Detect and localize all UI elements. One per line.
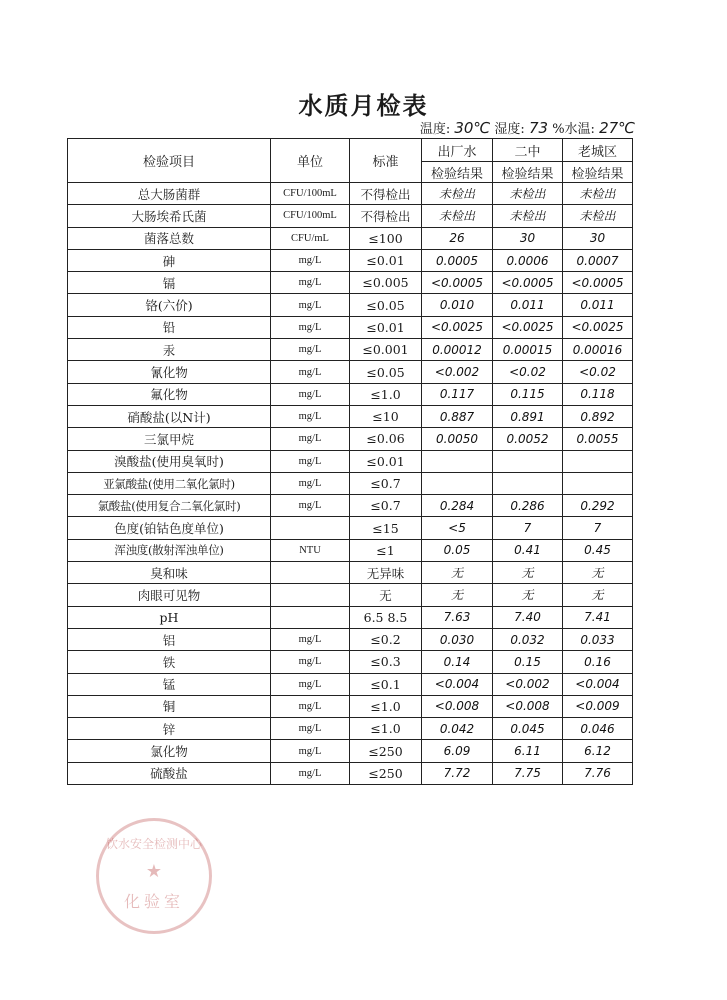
row-item: 总大肠菌群 — [68, 183, 271, 205]
row-result-old-town: <0.009 — [563, 695, 633, 717]
header-item: 检验项目 — [68, 139, 271, 183]
humidity-value: 73 — [528, 119, 549, 137]
header-result: 检验结果 — [422, 162, 493, 183]
table-row — [68, 562, 633, 584]
row-item: 汞 — [68, 339, 271, 361]
table-row — [68, 294, 633, 316]
row-item: 菌落总数 — [68, 227, 271, 249]
row-result-erzhong: <0.002 — [493, 673, 563, 695]
table-row — [68, 316, 633, 338]
row-result-old-town: 6.12 — [563, 740, 633, 762]
row-unit: mg/L — [271, 383, 350, 405]
row-result-erzhong: 0.15 — [493, 651, 563, 673]
row-result-factory-water: 未检出 — [422, 183, 493, 205]
row-result-erzhong: 6.11 — [493, 740, 563, 762]
row-result-erzhong: 7 — [493, 517, 563, 539]
row-result-factory-water: 6.09 — [422, 740, 493, 762]
row-unit: mg/L — [271, 249, 350, 271]
row-result-factory-water: <0.008 — [422, 695, 493, 717]
row-result-old-town: 7 — [563, 517, 633, 539]
row-item: 三氯甲烷 — [68, 428, 271, 450]
row-standard: ≤0.2 — [350, 628, 422, 650]
table-row — [68, 450, 633, 472]
row-standard: ≤0.01 — [350, 316, 422, 338]
row-result-erzhong: 7.75 — [493, 762, 563, 784]
row-result-factory-water: 0.042 — [422, 718, 493, 740]
stamp-arc-text: 饮水安全检测中心 — [105, 837, 202, 851]
row-result-factory-water: 0.887 — [422, 405, 493, 427]
row-item: 铅 — [68, 316, 271, 338]
humidity-label: 湿度: — [494, 122, 525, 137]
row-unit: mg/L — [271, 361, 350, 383]
row-result-erzhong: 0.286 — [493, 495, 563, 517]
stamp-bottom-text: 化验室 — [123, 892, 184, 911]
row-result-old-town — [563, 450, 633, 472]
row-result-erzhong: 0.00015 — [493, 339, 563, 361]
row-unit: mg/L — [271, 673, 350, 695]
row-standard: ≤250 — [350, 762, 422, 784]
row-standard: ≤1.0 — [350, 695, 422, 717]
row-unit: CFU/100mL — [271, 205, 350, 227]
row-result-old-town: 未检出 — [563, 205, 633, 227]
row-unit: mg/L — [271, 272, 350, 294]
table-row — [68, 673, 633, 695]
table-row — [68, 405, 633, 427]
row-result-factory-water: <0.004 — [422, 673, 493, 695]
water-quality-table — [67, 138, 633, 785]
row-result-old-town: 0.892 — [563, 405, 633, 427]
row-standard: 6.5 8.5 — [350, 606, 422, 628]
row-unit: CFU/100mL — [271, 183, 350, 205]
row-result-erzhong: 0.115 — [493, 383, 563, 405]
row-result-factory-water: <0.0025 — [422, 316, 493, 338]
row-unit: mg/L — [271, 718, 350, 740]
row-result-old-town: 未检出 — [563, 183, 633, 205]
row-result-factory-water: 0.010 — [422, 294, 493, 316]
table-row — [68, 495, 633, 517]
row-result-old-town: 7.41 — [563, 606, 633, 628]
row-result-erzhong: 0.045 — [493, 718, 563, 740]
row-standard: ≤0.01 — [350, 450, 422, 472]
row-result-erzhong: <0.0025 — [493, 316, 563, 338]
row-standard: ≤0.7 — [350, 495, 422, 517]
row-standard: ≤1.0 — [350, 718, 422, 740]
row-standard: ≤0.05 — [350, 294, 422, 316]
row-standard: ≤0.3 — [350, 651, 422, 673]
water-temperature-label: %水温: — [552, 122, 595, 137]
row-result-erzhong: 无 — [493, 562, 563, 584]
row-standard: 无 — [350, 584, 422, 606]
row-unit — [271, 517, 350, 539]
row-unit: mg/L — [271, 628, 350, 650]
table-row — [68, 428, 633, 450]
row-result-erzhong: 未检出 — [493, 183, 563, 205]
row-unit: mg/L — [271, 472, 350, 494]
header-group-old-town: 老城区 — [563, 139, 633, 162]
row-result-factory-water: 26 — [422, 227, 493, 249]
row-item: 肉眼可见物 — [68, 584, 271, 606]
row-result-factory-water: <5 — [422, 517, 493, 539]
row-item: pH — [68, 606, 271, 628]
row-item: 硫酸盐 — [68, 762, 271, 784]
row-unit: mg/L — [271, 316, 350, 338]
row-result-old-town: 0.292 — [563, 495, 633, 517]
row-result-factory-water — [422, 450, 493, 472]
row-item: 锌 — [68, 718, 271, 740]
row-item: 锰 — [68, 673, 271, 695]
row-item: 色度(铂钴色度单位) — [68, 517, 271, 539]
table-row — [68, 718, 633, 740]
row-item: 镉 — [68, 272, 271, 294]
row-result-old-town: <0.02 — [563, 361, 633, 383]
row-standard: ≤0.005 — [350, 272, 422, 294]
table-row — [68, 272, 633, 294]
row-unit: CFU/mL — [271, 227, 350, 249]
row-item: 氟化物 — [68, 383, 271, 405]
row-result-erzhong: 0.032 — [493, 628, 563, 650]
header-standard: 标准 — [350, 139, 422, 183]
row-standard: ≤0.1 — [350, 673, 422, 695]
row-unit: mg/L — [271, 428, 350, 450]
row-result-factory-water: 未检出 — [422, 205, 493, 227]
row-standard: ≤10 — [350, 405, 422, 427]
row-item: 臭和味 — [68, 562, 271, 584]
row-item: 氰化物 — [68, 361, 271, 383]
row-result-factory-water: 无 — [422, 584, 493, 606]
row-result-erzhong: 30 — [493, 227, 563, 249]
row-result-erzhong: <0.0005 — [493, 272, 563, 294]
table-row — [68, 695, 633, 717]
test-conditions — [420, 118, 635, 137]
row-result-old-town: 0.118 — [563, 383, 633, 405]
row-item: 砷 — [68, 249, 271, 271]
row-standard: ≤0.06 — [350, 428, 422, 450]
row-result-old-town: 0.16 — [563, 651, 633, 673]
table-row — [68, 584, 633, 606]
row-result-old-town: <0.0005 — [563, 272, 633, 294]
row-unit: mg/L — [271, 339, 350, 361]
table-row — [68, 517, 633, 539]
row-result-factory-water: 0.00012 — [422, 339, 493, 361]
table-row — [68, 740, 633, 762]
row-item: 大肠埃希氏菌 — [68, 205, 271, 227]
row-result-factory-water: <0.0005 — [422, 272, 493, 294]
row-item: 铬(六价) — [68, 294, 271, 316]
table-row — [68, 628, 633, 650]
row-result-old-town: 0.046 — [563, 718, 633, 740]
header-group-factory-water: 出厂水 — [422, 139, 493, 162]
row-unit: mg/L — [271, 762, 350, 784]
header-result: 检验结果 — [493, 162, 563, 183]
row-item: 铁 — [68, 651, 271, 673]
row-result-old-town — [563, 472, 633, 494]
table-row — [68, 361, 633, 383]
row-result-factory-water: <0.002 — [422, 361, 493, 383]
row-standard: ≤15 — [350, 517, 422, 539]
row-standard: 不得检出 — [350, 183, 422, 205]
header-group-erzhong: 二中 — [493, 139, 563, 162]
row-item: 氯化物 — [68, 740, 271, 762]
star-icon: ★ — [145, 861, 163, 882]
row-result-old-town: 0.0055 — [563, 428, 633, 450]
row-result-factory-water: 7.72 — [422, 762, 493, 784]
row-result-old-town: 无 — [563, 584, 633, 606]
row-item: 硝酸盐(以N计) — [68, 405, 271, 427]
temperature-label: 温度: — [419, 122, 451, 137]
row-result-factory-water: 0.117 — [422, 383, 493, 405]
row-item: 铜 — [68, 695, 271, 717]
header-result: 检验结果 — [563, 162, 633, 183]
row-result-old-town: 0.45 — [563, 539, 633, 561]
row-result-erzhong: <0.008 — [493, 695, 563, 717]
row-item: 亚氯酸盐(使用二氧化氯时) — [68, 472, 271, 494]
row-result-factory-water: 0.0005 — [422, 249, 493, 271]
row-result-erzhong: 0.891 — [493, 405, 563, 427]
row-unit: mg/L — [271, 405, 350, 427]
row-unit: mg/L — [271, 294, 350, 316]
row-result-old-town: 30 — [563, 227, 633, 249]
table-row — [68, 205, 633, 227]
table-row — [68, 227, 633, 249]
row-standard: ≤0.01 — [350, 249, 422, 271]
row-unit: mg/L — [271, 450, 350, 472]
row-result-old-town: <0.004 — [563, 673, 633, 695]
row-unit — [271, 606, 350, 628]
table-row — [68, 539, 633, 561]
row-result-old-town: 无 — [563, 562, 633, 584]
row-result-old-town: 7.76 — [563, 762, 633, 784]
row-result-factory-water: 7.63 — [422, 606, 493, 628]
row-result-factory-water: 0.14 — [422, 651, 493, 673]
row-result-erzhong: <0.02 — [493, 361, 563, 383]
row-item: 氯酸盐(使用复合二氧化氯时) — [68, 495, 271, 517]
table-row — [68, 339, 633, 361]
row-result-factory-water: 0.030 — [422, 628, 493, 650]
row-unit: NTU — [271, 539, 350, 561]
lab-seal-stamp — [96, 818, 212, 934]
row-standard: ≤100 — [350, 227, 422, 249]
row-standard: ≤0.05 — [350, 361, 422, 383]
row-result-erzhong: 未检出 — [493, 205, 563, 227]
table-row — [68, 383, 633, 405]
row-unit — [271, 584, 350, 606]
row-result-factory-water: 0.284 — [422, 495, 493, 517]
row-result-old-town: <0.0025 — [563, 316, 633, 338]
row-standard: ≤250 — [350, 740, 422, 762]
row-unit: mg/L — [271, 495, 350, 517]
row-result-old-town: 0.00016 — [563, 339, 633, 361]
row-result-erzhong — [493, 450, 563, 472]
page-title: 水质月检表 — [298, 91, 429, 120]
row-unit: mg/L — [271, 695, 350, 717]
row-standard: 不得检出 — [350, 205, 422, 227]
table-row — [68, 183, 633, 205]
table-row — [68, 249, 633, 271]
table-row — [68, 606, 633, 628]
row-unit — [271, 562, 350, 584]
row-result-old-town: 0.011 — [563, 294, 633, 316]
row-result-old-town: 0.0007 — [563, 249, 633, 271]
row-standard: ≤0.001 — [350, 339, 422, 361]
row-unit: mg/L — [271, 651, 350, 673]
row-result-erzhong: 无 — [493, 584, 563, 606]
row-item: 浑浊度(散射浑浊单位) — [68, 539, 271, 561]
table-row — [68, 762, 633, 784]
row-unit: mg/L — [271, 740, 350, 762]
row-result-factory-water: 无 — [422, 562, 493, 584]
temperature-value: 30℃ — [454, 119, 491, 137]
row-item: 溴酸盐(使用臭氧时) — [68, 450, 271, 472]
row-item: 铝 — [68, 628, 271, 650]
header-unit: 单位 — [271, 139, 350, 183]
row-result-erzhong: 0.011 — [493, 294, 563, 316]
row-standard: ≤1 — [350, 539, 422, 561]
water-temperature-value: 27℃ — [599, 119, 635, 137]
row-result-erzhong: 0.0052 — [493, 428, 563, 450]
row-result-factory-water: 0.05 — [422, 539, 493, 561]
table-row — [68, 472, 633, 494]
row-standard: ≤0.7 — [350, 472, 422, 494]
row-result-erzhong: 7.40 — [493, 606, 563, 628]
row-standard: ≤1.0 — [350, 383, 422, 405]
row-result-erzhong: 0.0006 — [493, 249, 563, 271]
row-result-old-town: 0.033 — [563, 628, 633, 650]
row-result-factory-water — [422, 472, 493, 494]
row-result-erzhong — [493, 472, 563, 494]
row-result-factory-water: 0.0050 — [422, 428, 493, 450]
row-standard: 无异味 — [350, 562, 422, 584]
table-row — [68, 651, 633, 673]
row-result-erzhong: 0.41 — [493, 539, 563, 561]
